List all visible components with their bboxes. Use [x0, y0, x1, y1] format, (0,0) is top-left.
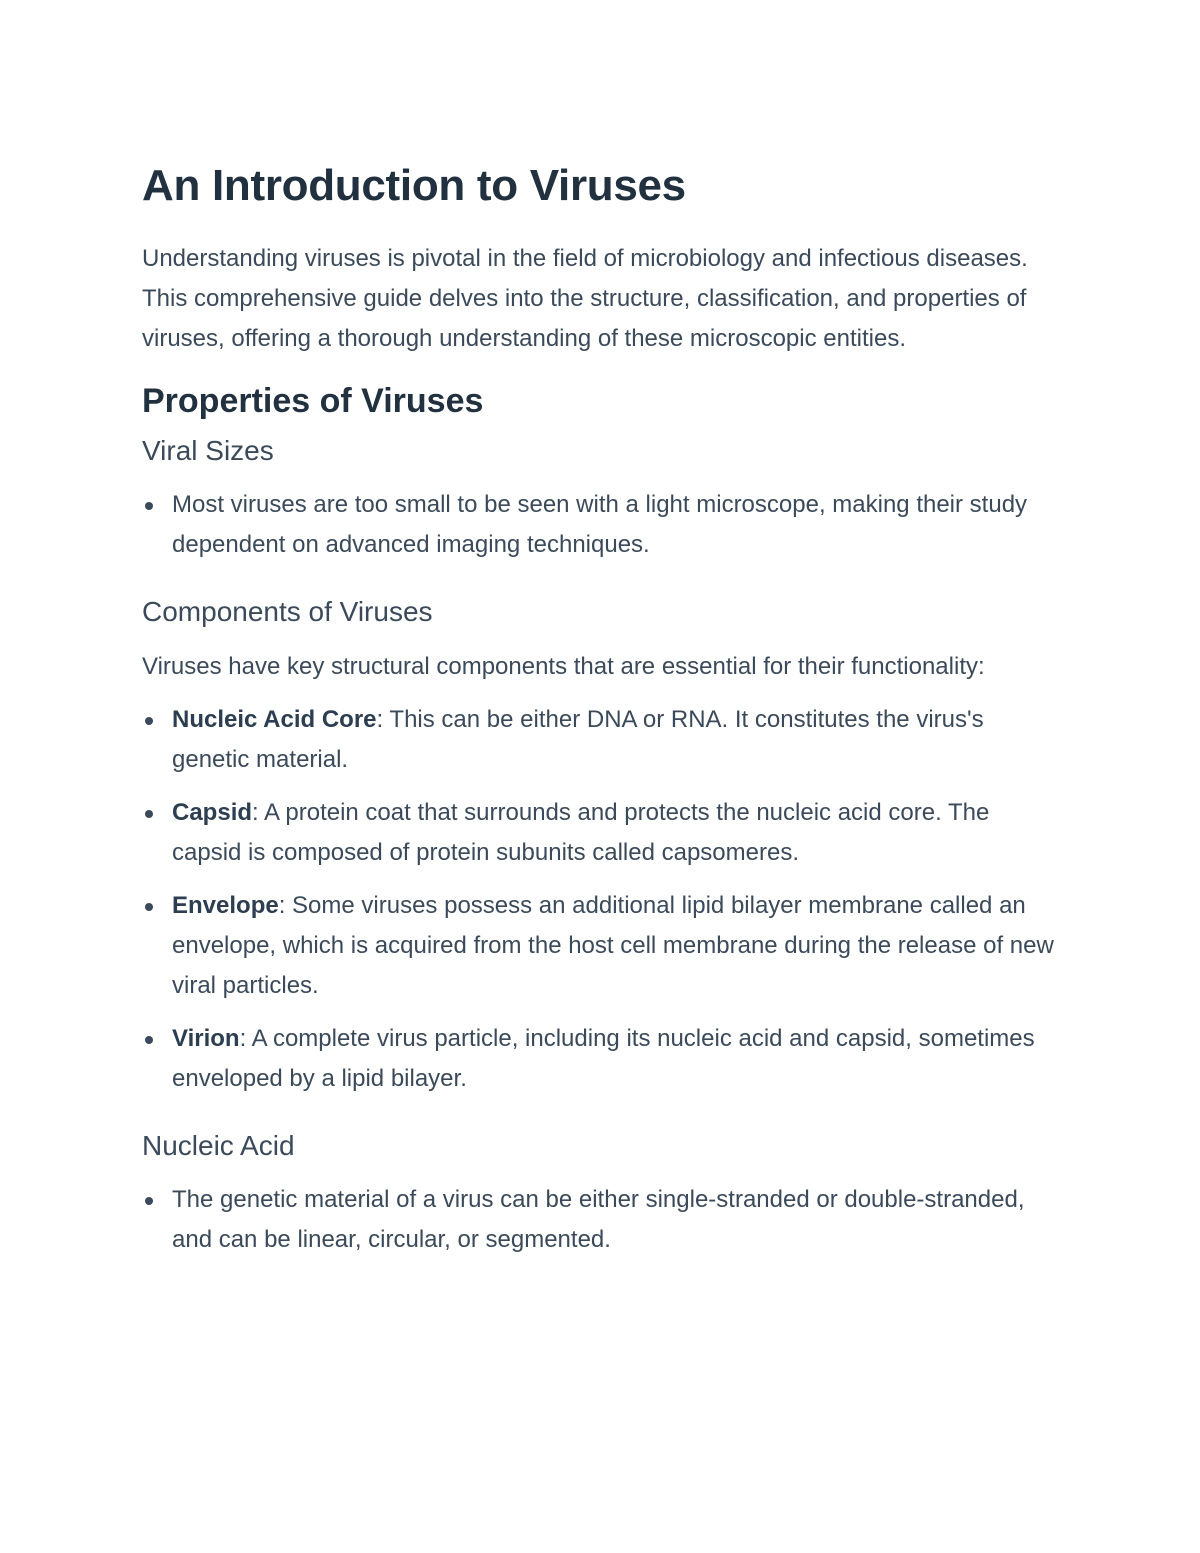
components-intro: Viruses have key structural components that are essential for their functionality:	[142, 652, 985, 680]
page-title: An Introduction to Viruses	[142, 161, 686, 210]
subheading-components: Components of Viruses	[142, 596, 433, 628]
document-page	[142, 160, 1062, 1273]
term-description: : A complete virus particle, including its nucleic acid and capsid, sometimes enveloped by a lipid bilayer.	[172, 1024, 1035, 1092]
components-list	[142, 700, 1062, 1099]
term-label: Envelope	[172, 891, 279, 919]
term-label: Capsid	[172, 798, 253, 826]
nucleic-acid-list	[142, 1180, 1062, 1260]
intro-paragraph: Understanding viruses is pivotal in the field of microbiology and infectious diseases. This comprehensive guide delves into the structure, classification, and properties of viruses, offering a thorough understanding of these microscopic entities.	[142, 244, 1028, 352]
list-item	[142, 886, 1062, 1006]
term-description: : Some viruses possess an additional lipid bilayer membrane called an envelope, which is acquired from the host cell membrane during the release of new viral particles.	[172, 891, 1054, 999]
list-item	[142, 1019, 1062, 1099]
list-item: The genetic material of a virus can be either single-stranded or double-stranded, and can be linear, circular, or segmented.	[142, 1180, 1062, 1260]
list-item	[142, 700, 1062, 780]
subheading-viral-sizes: Viral Sizes	[142, 434, 274, 466]
subheading-nucleic-acid: Nucleic Acid	[142, 1129, 295, 1161]
list-item: Most viruses are too small to be seen with a light microscope, making their study dependent on advanced imaging techniques.	[142, 485, 1062, 565]
term-label: Nucleic Acid Core	[172, 705, 377, 733]
term-description: : A protein coat that surrounds and protects the nucleic acid core. The capsid is composed of protein subunits called capsomeres.	[172, 798, 990, 866]
viral-sizes-list	[142, 485, 1062, 565]
list-item	[142, 793, 1062, 873]
term-label: Virion	[172, 1024, 240, 1052]
term-description: : This can be either DNA or RNA. It constitutes the virus's genetic material.	[172, 705, 984, 773]
section-heading-properties: Properties of Viruses	[142, 381, 484, 420]
